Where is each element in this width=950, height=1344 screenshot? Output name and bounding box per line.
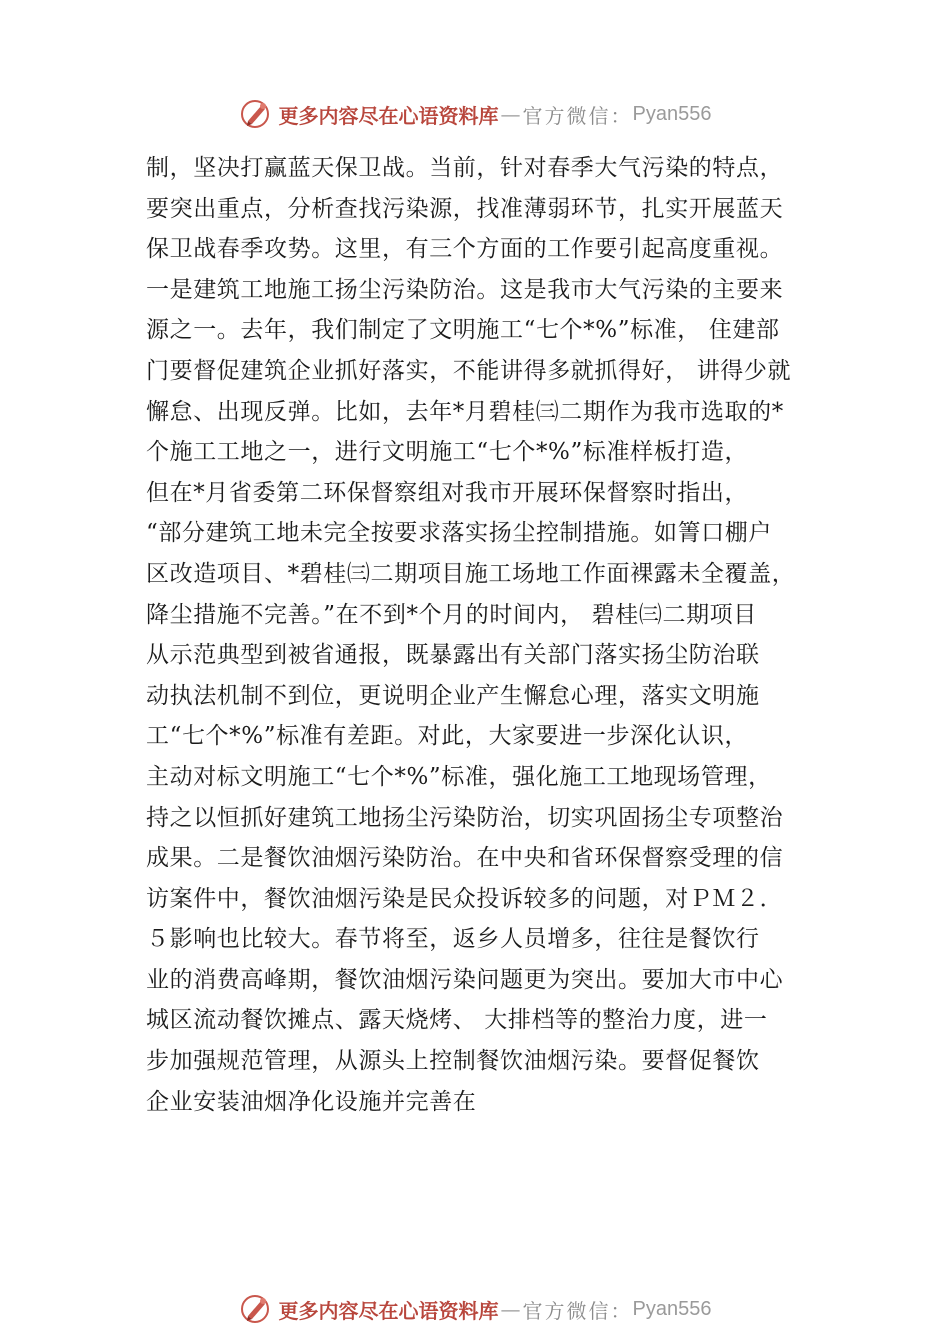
body-line: 从示范典型到被省通报，既暴露出有关部门落实扬尘防治联 bbox=[146, 642, 760, 669]
watermark-separator: — bbox=[500, 102, 521, 126]
body-line: 保卫战春季攻势。这里，有三个方面的工作要引起高度重视。 bbox=[146, 236, 784, 263]
watermark-account-label: 官方微信： bbox=[522, 1298, 633, 1323]
body-line: 懈怠、出现反弹。比如，去年*月碧桂㈢二期作为我市选取的* bbox=[146, 398, 784, 425]
body-line: 城区流动餐饮摊点、露天烧烤、 大排档等的整治力度，进一 bbox=[146, 1007, 768, 1034]
body-line: 个施工工地之一，进行文明施工“七个*%”标准样板打造， bbox=[146, 439, 749, 466]
body-line: 门要督促建筑企业抓好落实，不能讲得多就抓得好， 讲得少就 bbox=[146, 357, 792, 384]
body-line: 一是建筑工地施工扬尘污染防治。这是我市大气污染的主要来 bbox=[146, 276, 784, 303]
body-line: 访案件中，餐饮油烟污染是民众投诉较多的问题，对ＰＭ２． bbox=[146, 885, 784, 912]
pen-logo-icon bbox=[239, 1292, 273, 1326]
body-line: 主动对标文明施工“七个*%”标准，强化施工工地现场管理， bbox=[146, 763, 772, 790]
body-line: 源之一。去年，我们制定了文明施工“七个*%”标准， 住建部 bbox=[146, 317, 780, 344]
body-line: 业的消费高峰期，餐饮油烟污染问题更为突出。要加大市中心 bbox=[146, 966, 784, 993]
body-line: 动执法机制不到位，更说明企业产生懈怠心理，落实文明施 bbox=[146, 682, 760, 709]
watermark-account-id: Pyan556 bbox=[632, 1297, 712, 1320]
body-line: 企业安装油烟净化设施并完善在 bbox=[146, 1088, 477, 1115]
body-line: ５影响也比较大。春节将至，返乡人员增多，往往是餐饮行 bbox=[146, 926, 760, 953]
body-line: 成果。二是餐饮油烟污染防治。在中央和省环保督察受理的信 bbox=[146, 845, 784, 872]
document-body bbox=[146, 148, 826, 1122]
body-line: 制，坚决打赢蓝天保卫战。当前，针对春季大气污染的特点， bbox=[146, 155, 784, 181]
header-watermark bbox=[0, 94, 950, 134]
watermark-brand: 更多内容尽在心语资料库 bbox=[278, 103, 499, 128]
body-line: 步加强规范管理，从源头上控制餐饮油烟污染。要督促餐饮 bbox=[146, 1048, 760, 1075]
watermark-account-id: Pyan556 bbox=[632, 102, 712, 125]
watermark-account-label: 官方微信： bbox=[522, 103, 633, 128]
watermark-brand: 更多内容尽在心语资料库 bbox=[278, 1298, 499, 1323]
body-line: 要突出重点，分析查找污染源，找准薄弱环节，扎实开展蓝天 bbox=[146, 195, 784, 222]
pen-logo-icon bbox=[239, 97, 273, 131]
body-line: 持之以恒抓好建筑工地扬尘污染防治，切实巩固扬尘专项整治 bbox=[146, 804, 784, 831]
body-line: 降尘措施不完善。”在不到*个月的时间内， 碧桂㈢二期项目 bbox=[146, 601, 757, 628]
footer-watermark bbox=[0, 1289, 950, 1329]
watermark-separator: — bbox=[500, 1297, 521, 1321]
body-line: “部分建筑工地未完全按要求落实扬尘控制措施。如箐口棚户 bbox=[146, 520, 772, 547]
body-line: 但在*月省委第二环保督察组对我市开展环保督察时指出， bbox=[146, 479, 749, 506]
body-line: 区改造项目、*碧桂㈢二期项目施工场地工作面裸露未全覆盖， bbox=[146, 560, 796, 587]
body-line: 工“七个*%”标准有差距。对此，大家要进一步深化认识， bbox=[146, 723, 749, 750]
